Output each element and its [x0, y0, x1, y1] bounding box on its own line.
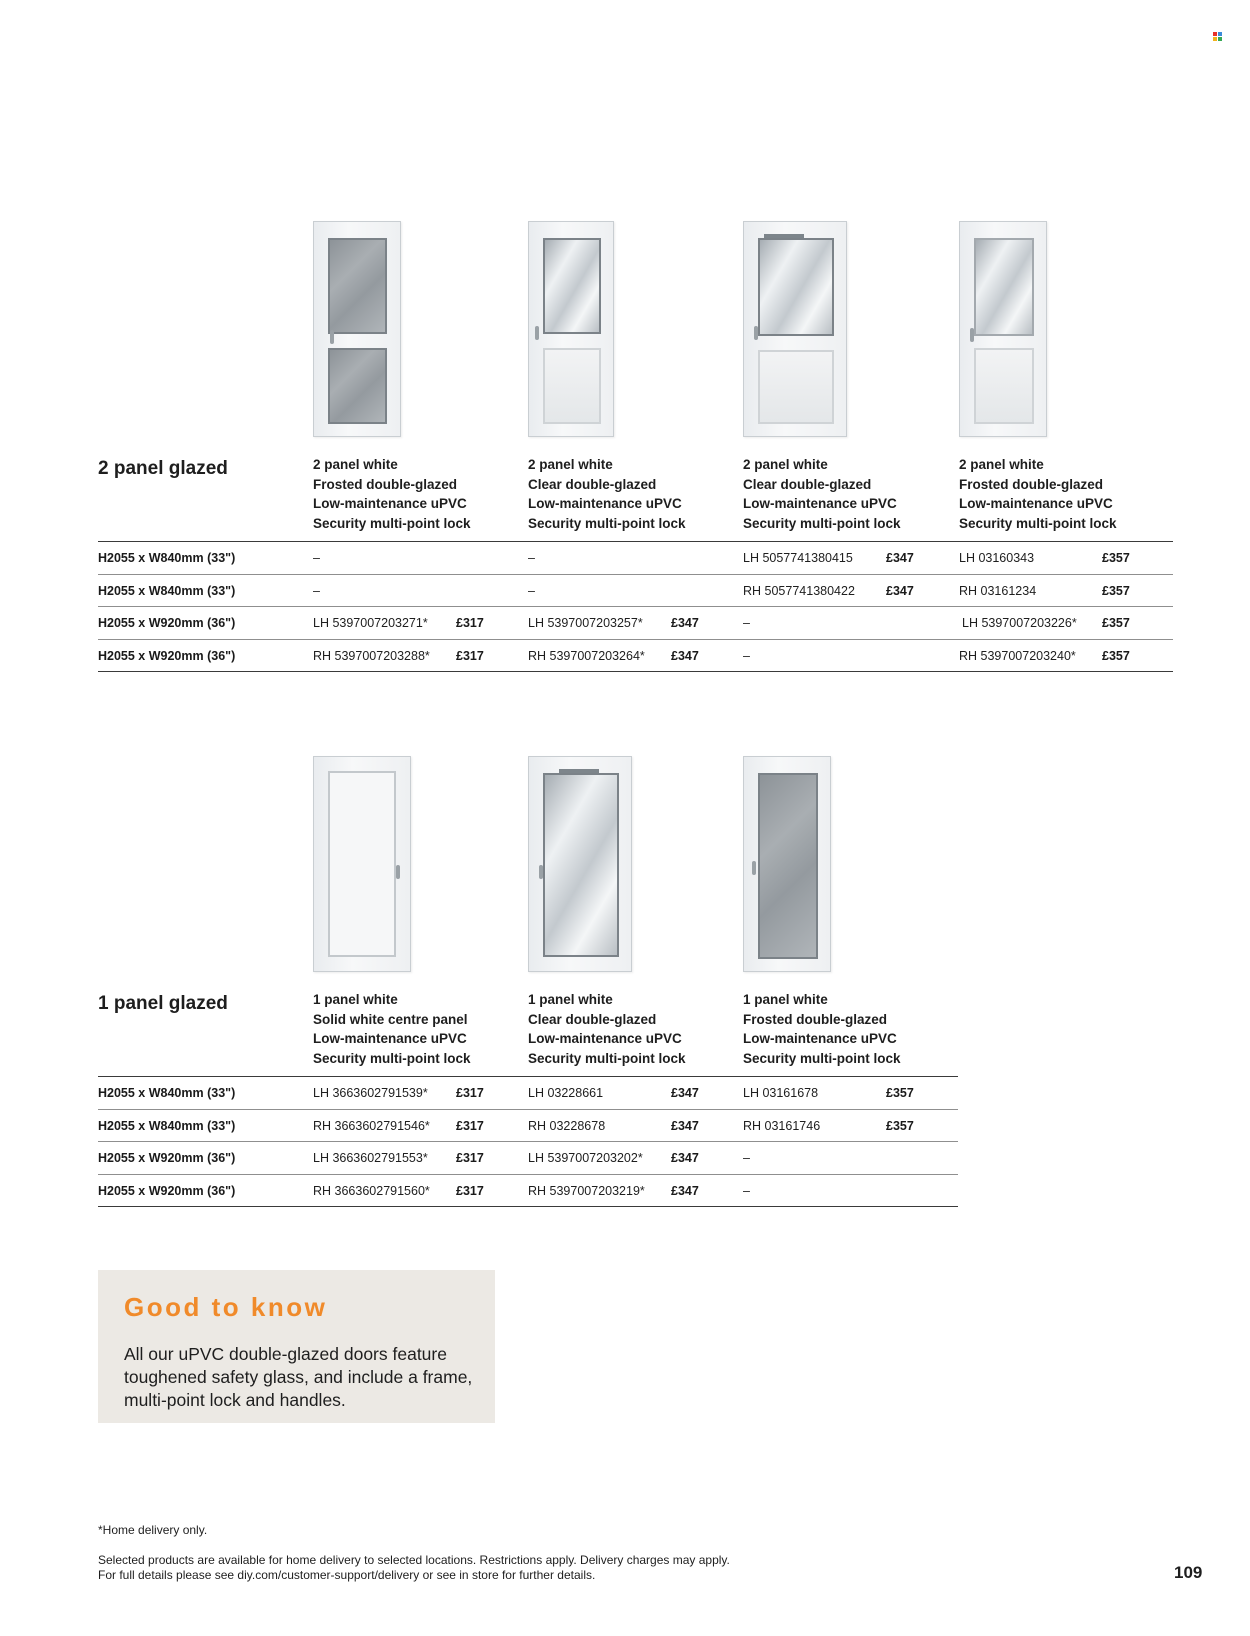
door-image-1-panel-solid: [313, 756, 411, 972]
good-to-know-text: All our uPVC double-glazed doors feature toughened safety glass, and include a frame, multi-point lock and handles.: [124, 1344, 473, 1410]
product-description: 2 panel white Clear double-glazed Low-maintenance uPVC Security multi-point lock: [528, 457, 686, 531]
table-row: H2055 x W920mm (36") RH 3663602791560* £317 RH 5397007203219* £347 –: [98, 1175, 958, 1208]
table-row: H2055 x W840mm (33") LH 3663602791539* £317 LH 03228661 £347 LH 03161678 £357: [98, 1077, 958, 1110]
good-to-know-title: Good to know: [124, 1292, 328, 1322]
section-one-panel-glazed: [98, 756, 1173, 1216]
product-description: 1 panel white Clear double-glazed Low-maintenance uPVC Security multi-point lock: [528, 992, 686, 1066]
door-handle-icon: [539, 865, 543, 879]
product-description: 2 panel white Frosted double-glazed Low-maintenance uPVC Security multi-point lock: [959, 457, 1117, 531]
door-image-2-panel-frosted: [313, 221, 401, 437]
footnote-home-delivery: *Home delivery only.: [98, 1523, 208, 1537]
table-row: H2055 x W920mm (36") LH 3663602791553* £317 LH 5397007203202* £347 –: [98, 1142, 958, 1175]
door-handle-icon: [752, 861, 756, 875]
product-description: 2 panel white Frosted double-glazed Low-maintenance uPVC Security multi-point lock: [313, 457, 471, 531]
logo-dot-red: [1213, 32, 1217, 36]
door-handle-icon: [396, 865, 400, 879]
product-description: 1 panel white Solid white centre panel Low-maintenance uPVC Security multi-point lock: [313, 992, 471, 1066]
door-image-2-panel-frosted-light: [959, 221, 1047, 437]
footer-delivery-line-1: Selected products are available for home delivery to selected locations. Restrictions apply. Delivery charges may apply.: [98, 1553, 730, 1567]
table-row: H2055 x W840mm (33") – – LH 5057741380415 £347 LH 03160343 £357: [98, 542, 1173, 575]
door-handle-icon: [535, 326, 539, 340]
section-title: 2 panel glazed: [98, 458, 228, 479]
table-row: H2055 x W840mm (33") – – RH 5057741380422 £347 RH 03161234 £357: [98, 575, 1173, 608]
door-image-1-panel-frosted: [743, 756, 831, 972]
logo-dot-yellow: [1213, 37, 1217, 41]
footer-delivery-line-2: For full details please see diy.com/customer-support/delivery or see in store for further details.: [98, 1568, 596, 1582]
logo-dot-blue: [1218, 32, 1222, 36]
product-images: [98, 756, 1173, 974]
product-images: [98, 221, 1173, 439]
page-number: 109: [1174, 1563, 1203, 1582]
price-table: [98, 541, 1173, 672]
table-row: H2055 x W920mm (36") RH 5397007203288* £317 RH 5397007203264* £347 – RH 5397007203240* £357: [98, 640, 1173, 673]
price-table: [98, 1076, 958, 1207]
door-handle-icon: [970, 328, 974, 342]
table-row: H2055 x W920mm (36") LH 5397007203271* £317 LH 5397007203257* £347 – LH 5397007203226* £357: [98, 607, 1173, 640]
section-title: 1 panel glazed: [98, 993, 228, 1014]
product-description: 1 panel white Frosted double-glazed Low-maintenance uPVC Security multi-point lock: [743, 992, 901, 1066]
brand-logo: [1213, 32, 1223, 42]
door-image-2-panel-clear: [528, 221, 614, 437]
good-to-know-box: [98, 1270, 495, 1423]
door-handle-icon: [754, 326, 758, 340]
product-description: 2 panel white Clear double-glazed Low-maintenance uPVC Security multi-point lock: [743, 457, 901, 531]
table-row: H2055 x W840mm (33") RH 3663602791546* £317 RH 03228678 £347 RH 03161746 £357: [98, 1110, 958, 1143]
door-image-1-panel-clear: [528, 756, 632, 972]
logo-dot-green: [1218, 37, 1222, 41]
door-image-2-panel-clear-vent: [743, 221, 847, 437]
door-handle-icon: [330, 330, 334, 344]
section-two-panel-glazed: [98, 221, 1173, 681]
